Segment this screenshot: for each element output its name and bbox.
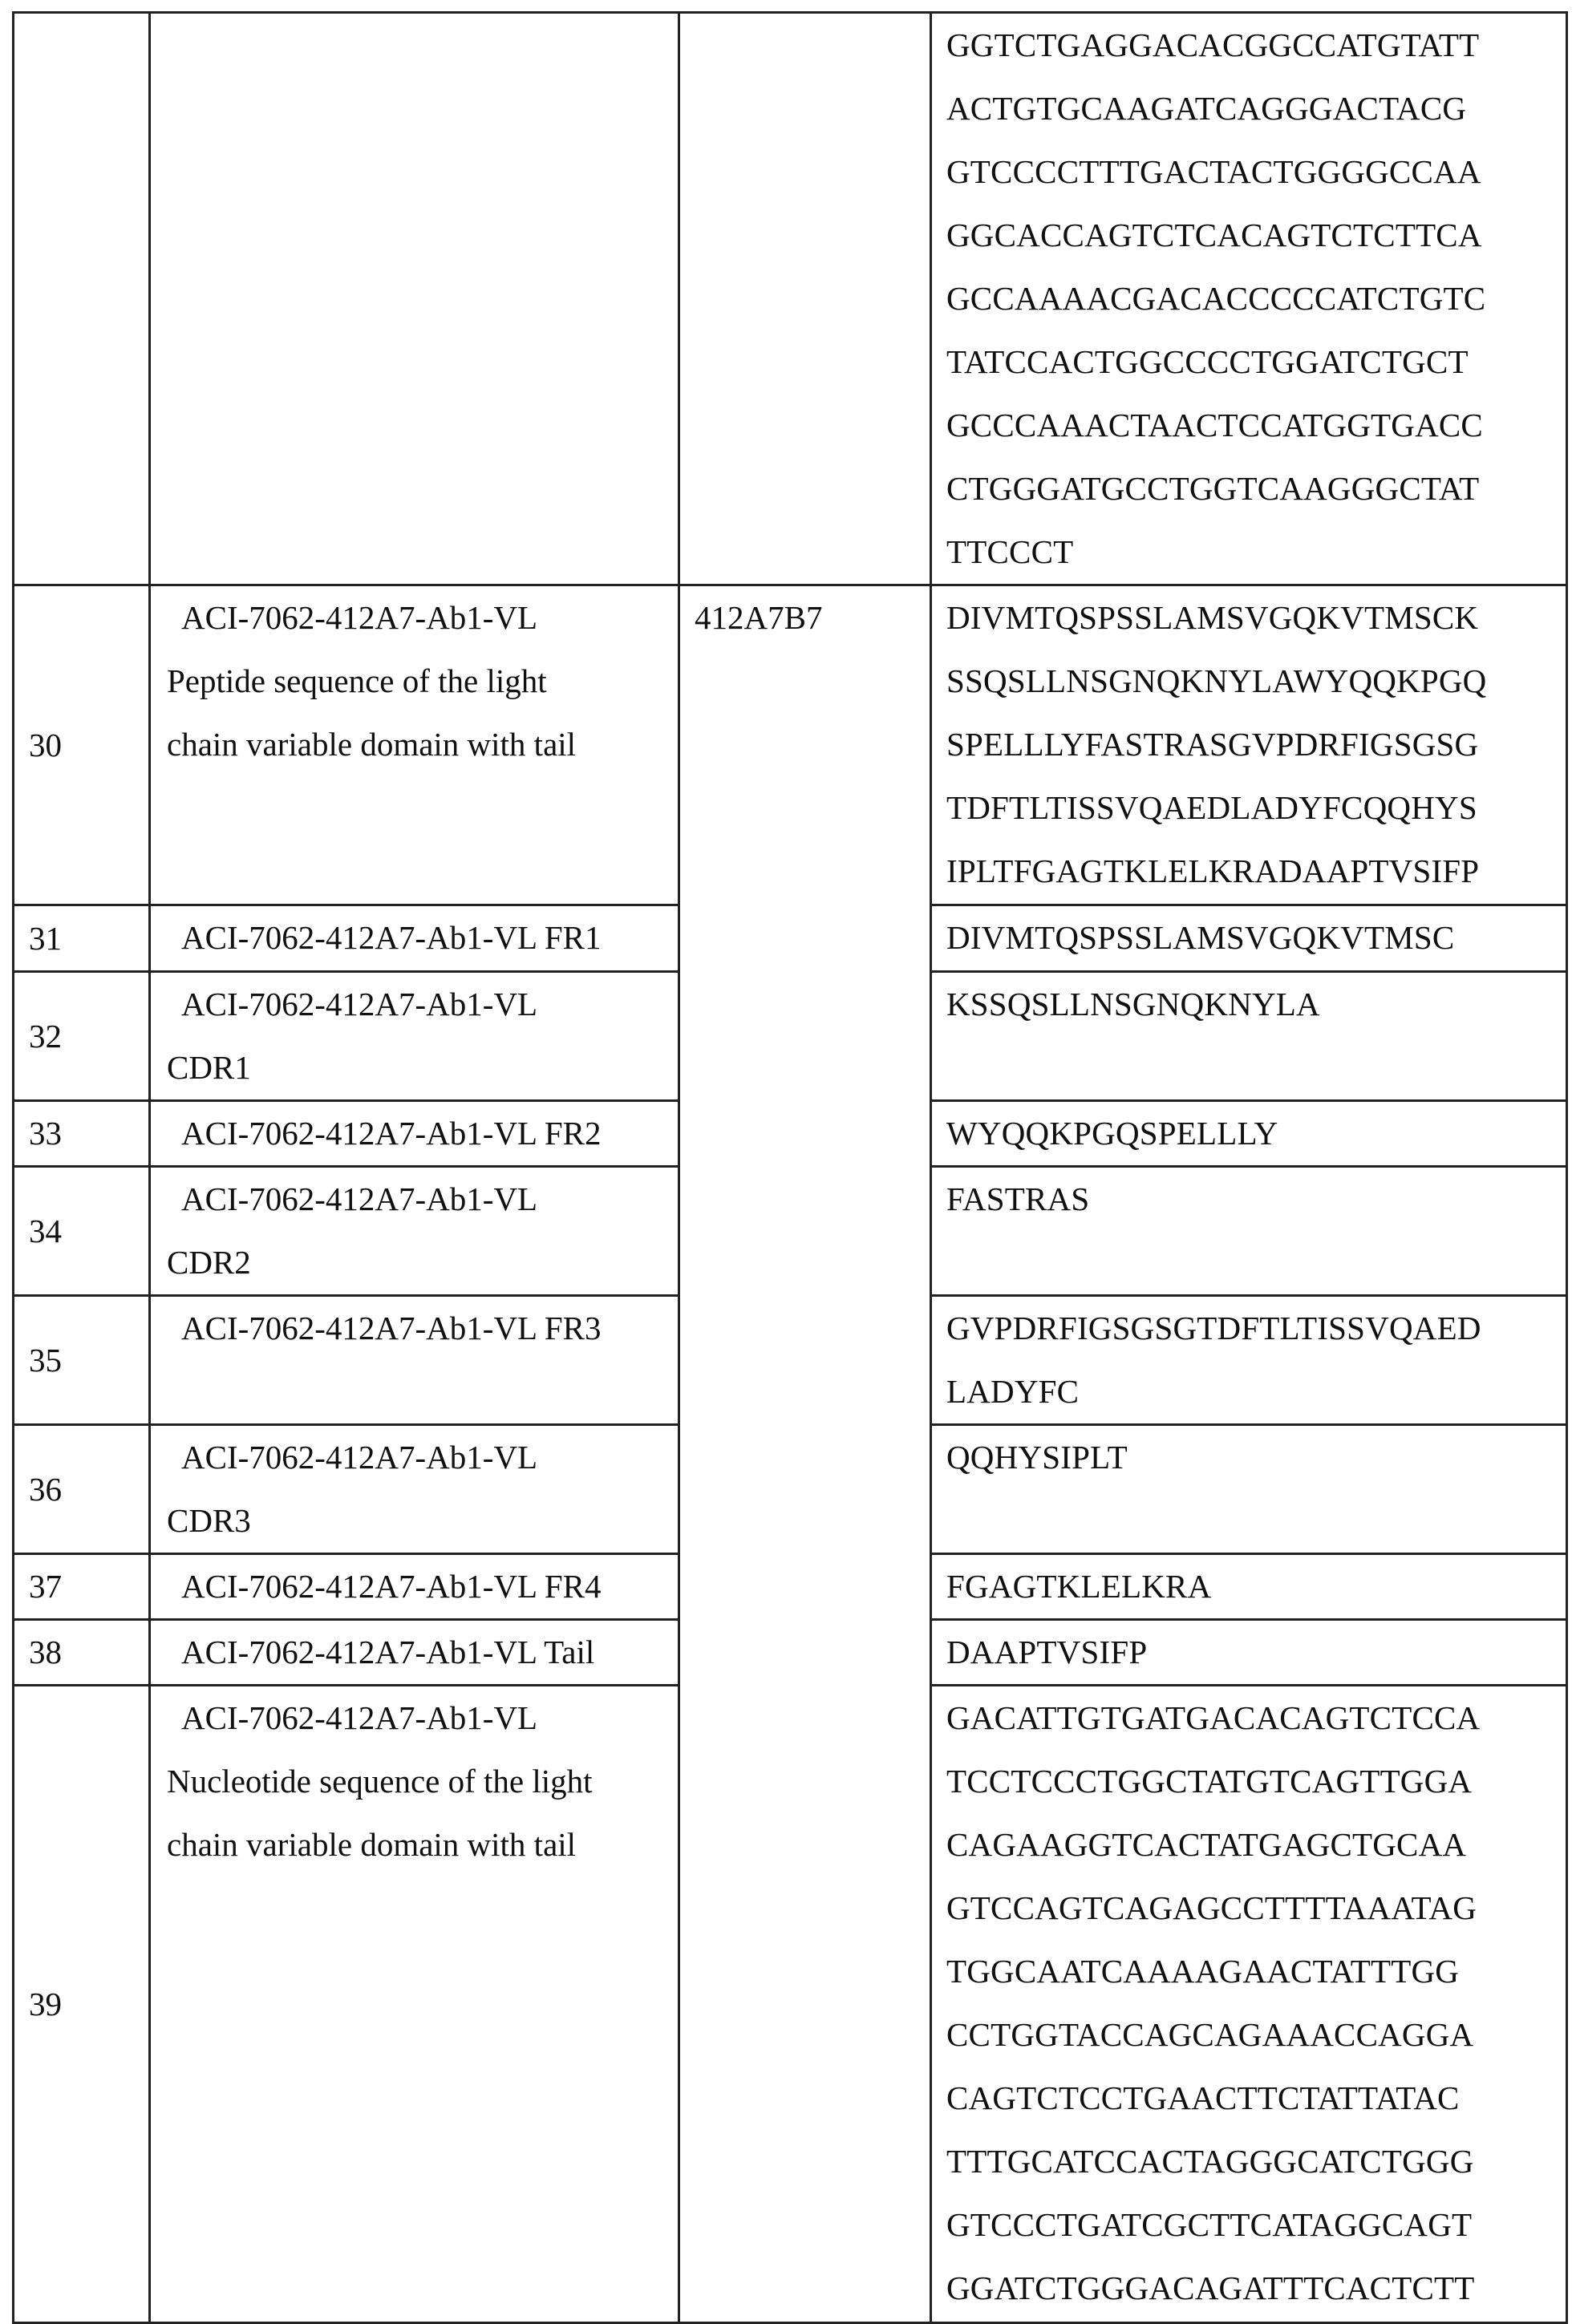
seq-id-cell bbox=[14, 1101, 150, 1167]
description-line: ACI-7062-412A7-Ab1-VL bbox=[181, 599, 537, 636]
description-cell bbox=[150, 972, 679, 1101]
seq-id: 37 bbox=[29, 1568, 62, 1605]
seq-id: 36 bbox=[29, 1471, 62, 1508]
seq-id-cell bbox=[14, 585, 150, 905]
seq-id-cell bbox=[14, 1686, 150, 2323]
description-cell bbox=[150, 1101, 679, 1167]
sequence-line: TTTGCATCCACTAGGGCATCTGGG bbox=[946, 2130, 1566, 2193]
description-cell bbox=[150, 13, 679, 585]
seq-id: 39 bbox=[29, 1986, 62, 2022]
description-line: ACI-7062-412A7-Ab1-VL FR3 bbox=[181, 1310, 601, 1346]
sequence-line: TDFTLTISSVQAEDLADYFCQQHYS bbox=[946, 776, 1566, 840]
sequence-cell bbox=[931, 905, 1567, 972]
sequence-line: CTGGGATGCCTGGTCAAGGGCTAT bbox=[946, 457, 1566, 520]
description-line: ACI-7062-412A7-Ab1-VL FR2 bbox=[181, 1115, 601, 1152]
table-row bbox=[14, 13, 1567, 585]
seq-id-cell bbox=[14, 1554, 150, 1620]
sequence-line: LADYFC bbox=[946, 1360, 1566, 1423]
seq-id-cell bbox=[14, 1620, 150, 1686]
sequence-line: TTCCCT bbox=[946, 520, 1566, 584]
description-cell bbox=[150, 1686, 679, 2323]
sequence-line: WYQQKPGQSPELLLY bbox=[946, 1102, 1566, 1165]
sequence-cell bbox=[931, 1554, 1567, 1620]
seq-id-cell bbox=[14, 972, 150, 1101]
clone-cell bbox=[679, 13, 931, 585]
sequence-cell bbox=[931, 585, 1567, 905]
sequence-cell bbox=[931, 1425, 1567, 1554]
sequence-line: GGTCTGAGGACACGGCCATGTATT bbox=[946, 14, 1566, 77]
sequence-line: FGAGTKLELKRA bbox=[946, 1555, 1566, 1618]
clone-name: 412A7B7 bbox=[695, 599, 822, 636]
description-cell bbox=[150, 1425, 679, 1554]
sequence-line: SSQSLLNSGNQKNYLAWYQQKPGQ bbox=[946, 650, 1566, 713]
description-line: ACI-7062-412A7-Ab1-VL bbox=[181, 986, 537, 1022]
sequence-line: CAGTCTCCTGAACTTCTATTATAC bbox=[946, 2067, 1566, 2130]
description-cell bbox=[150, 1620, 679, 1686]
description-cell bbox=[150, 1554, 679, 1620]
seq-id-cell bbox=[14, 905, 150, 972]
sequence-line: GCCCAAACTAACTCCATGGTGACC bbox=[946, 394, 1566, 457]
seq-id: 31 bbox=[29, 920, 62, 957]
sequence-cell bbox=[931, 1101, 1567, 1167]
sequence-cell bbox=[931, 1620, 1567, 1686]
seq-id-cell bbox=[14, 1425, 150, 1554]
sequence-cell bbox=[931, 1686, 1567, 2323]
sequence-line: GGATCTGGGACAGATTTCACTCTT bbox=[946, 2257, 1566, 2320]
seq-id-cell bbox=[14, 1167, 150, 1296]
sequence-line: TATCCACTGGCCCCTGGATCTGCT bbox=[946, 330, 1566, 394]
clone-cell bbox=[679, 585, 931, 2323]
sequence-cell bbox=[931, 13, 1567, 585]
description-line: CDR1 bbox=[167, 1049, 251, 1086]
sequence-line: IPLTFGAGTKLELKRADAAPTVSIFP bbox=[946, 840, 1566, 903]
sequence-cell bbox=[931, 1296, 1567, 1425]
seq-id: 35 bbox=[29, 1342, 62, 1379]
description-cell bbox=[150, 1296, 679, 1425]
sequence-line: DIVMTQSPSSLAMSVGQKVTMSC bbox=[946, 906, 1566, 970]
sequence-line: GVPDRFIGSGSGTDFTLTISSVQAED bbox=[946, 1297, 1566, 1360]
sequence-line: DAAPTVSIFP bbox=[946, 1621, 1566, 1684]
seq-id: 34 bbox=[29, 1213, 62, 1249]
seq-id-cell bbox=[14, 1296, 150, 1425]
description-line: ACI-7062-412A7-Ab1-VL FR1 bbox=[181, 919, 601, 956]
description-line: ACI-7062-412A7-Ab1-VL Tail bbox=[181, 1634, 594, 1670]
table-row bbox=[14, 585, 1567, 905]
sequence-line: CCTGGTACCAGCAGAAACCAGGA bbox=[946, 2003, 1566, 2067]
seq-id: 38 bbox=[29, 1634, 62, 1670]
description-cell bbox=[150, 1167, 679, 1296]
sequence-table bbox=[12, 11, 1568, 2324]
sequence-line: TCCTCCCTGGCTATGTCAGTTGGA bbox=[946, 1750, 1566, 1813]
sequence-line: GACATTGTGATGACACAGTCTCCA bbox=[946, 1686, 1566, 1750]
seq-id: 32 bbox=[29, 1018, 62, 1055]
description-line: CDR3 bbox=[167, 1502, 251, 1539]
sequence-cell bbox=[931, 972, 1567, 1101]
description-line: ACI-7062-412A7-Ab1-VL bbox=[181, 1699, 537, 1736]
sequence-line: TGGCAATCAAAAGAACTATTTGG bbox=[946, 1940, 1566, 2003]
seq-id: 33 bbox=[29, 1115, 62, 1152]
seq-id: 30 bbox=[29, 727, 62, 763]
sequence-line: GTCCCCTTTGACTACTGGGGCCAA bbox=[946, 140, 1566, 204]
description-line: CDR2 bbox=[167, 1244, 251, 1281]
seq-id-cell bbox=[14, 13, 150, 585]
description-line: ACI-7062-412A7-Ab1-VL FR4 bbox=[181, 1568, 601, 1605]
sequence-line: ACTGTGCAAGATCAGGGACTACG bbox=[946, 77, 1566, 140]
description-line: chain variable domain with tail bbox=[167, 726, 576, 763]
sequence-line: GTCCCTGATCGCTTCATAGGCAGT bbox=[946, 2193, 1566, 2257]
sequence-line: GTCCAGTCAGAGCCTTTTAAATAG bbox=[946, 1877, 1566, 1940]
description-cell bbox=[150, 905, 679, 972]
description-line: chain variable domain with tail bbox=[167, 1826, 576, 1863]
description-cell bbox=[150, 585, 679, 905]
description-line: Nucleotide sequence of the light bbox=[167, 1763, 593, 1800]
sequence-line: GGCACCAGTCTCACAGTCTCTTCA bbox=[946, 204, 1566, 267]
sequence-line: DIVMTQSPSSLAMSVGQKVTMSCK bbox=[946, 586, 1566, 650]
sequence-line: SPELLLYFASTRASGVPDRFIGSGSG bbox=[946, 713, 1566, 776]
sequence-line: FASTRAS bbox=[946, 1168, 1566, 1231]
sequence-line: CAGAAGGTCACTATGAGCTGCAA bbox=[946, 1813, 1566, 1877]
description-line: ACI-7062-412A7-Ab1-VL bbox=[181, 1439, 537, 1476]
sequence-cell bbox=[931, 1167, 1567, 1296]
sequence-line: QQHYSIPLT bbox=[946, 1426, 1566, 1489]
description-line: Peptide sequence of the light bbox=[167, 662, 547, 699]
sequence-line: KSSQSLLNSGNQKNYLA bbox=[946, 973, 1566, 1036]
description-line: ACI-7062-412A7-Ab1-VL bbox=[181, 1180, 537, 1217]
sequence-line: GCCAAAACGACACCCCCATCTGTC bbox=[946, 267, 1566, 330]
